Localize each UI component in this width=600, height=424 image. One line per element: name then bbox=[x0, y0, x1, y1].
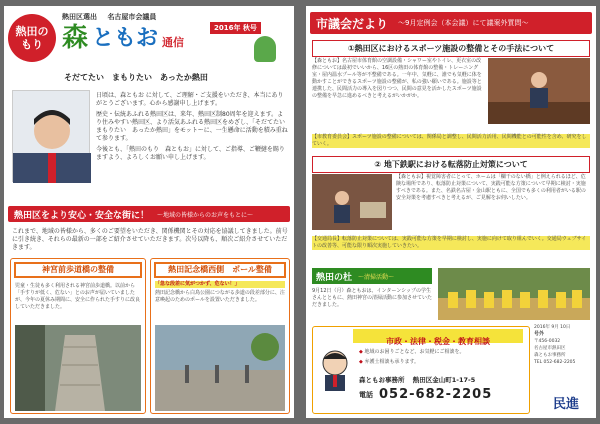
consult-title-bar bbox=[353, 329, 523, 346]
bullet-icon: ◆ bbox=[359, 349, 365, 355]
masthead-tomoo: ともお bbox=[92, 26, 159, 51]
bullet-icon: ◆ bbox=[359, 359, 365, 365]
question-2-answer: 【交通局長】転落防止対策については、実践可能な方策を早期に検討し、実施に向けて取り組んでいく。交通局ウェブサイトの改善等、可能な限り順次実施していきたい。 bbox=[312, 236, 590, 250]
bridge-photo bbox=[155, 325, 285, 411]
council-seats-icon bbox=[312, 174, 392, 230]
mori-title-box bbox=[312, 268, 432, 284]
masthead-tsushin: 通信 bbox=[162, 36, 185, 49]
section-title: 熱田区をより安心・安全な街に！ bbox=[14, 210, 150, 221]
box-atsuta-memorial-bridge bbox=[150, 258, 290, 414]
consult-line-2: ◆ 弁護士相談も承ります。 bbox=[359, 359, 420, 365]
logo-circle bbox=[8, 14, 56, 62]
issue-badge: 2016年 秋号 bbox=[210, 22, 261, 34]
office-address: 熱田区金山町1-17-5 bbox=[412, 376, 476, 384]
greeting-paragraph-3: 今後とも、「熱田のもり 森ともお」に対して、ご指導、ご鞭撻を賜りますよう、よろしくお願い申し上げます。 bbox=[96, 146, 285, 161]
newsletter-page-right bbox=[306, 6, 596, 418]
council-header-subtitle: ～9月定例会（本会議）にて議案外質問～ bbox=[398, 19, 529, 27]
question-1-title: ①熱田区におけるスポーツ施設の整備とその手法について bbox=[312, 40, 590, 57]
greeting-text bbox=[96, 92, 292, 162]
address-line-1: 〒456-0032 bbox=[534, 339, 561, 344]
masthead bbox=[62, 22, 184, 52]
question-2-text: 【森ともお】視覚障害者にとって、ホームは「欄干のない橋」と例えられるほど、危険な場所であり、転落防止対策について、実践可能な方策について早期に検討・実施すべきである。また、名鉄名古屋・金山駅ともに、全国でも多くの利用者がいる駅の安全対策を考慮すべきと考えるが、ご見解をお伺いしたい。 bbox=[396, 174, 586, 201]
office-name: 森ともお事務所 bbox=[359, 376, 405, 384]
mori-text: 9月12日（月）森ともおは、インターンシップの学生さんとともに、熱田神宮の清掃活動に参加させていただきました。 bbox=[312, 288, 433, 308]
assembly-photo-1 bbox=[488, 58, 590, 124]
mascot-icon bbox=[254, 36, 276, 62]
newsletter-page-left bbox=[4, 6, 294, 418]
district-label: 熱田区選出 名古屋市会議員 bbox=[62, 13, 157, 21]
question-2-title: ② 地下鉄駅における転落防止対策について bbox=[312, 156, 590, 173]
mori-subtitle: ～清掃活動～ bbox=[358, 273, 395, 281]
assembly-photo-2 bbox=[312, 174, 392, 230]
section-header-safety bbox=[8, 206, 290, 222]
issue-type: 号外 bbox=[534, 331, 545, 337]
council-header-title: 市議会だより bbox=[316, 16, 389, 31]
mori-title: 熱田の杜 bbox=[316, 272, 353, 283]
section-subtitle: ～地域の皆様からのお声をもとに～ bbox=[157, 211, 254, 219]
box2-subtitle: 「急な段差に気がつかず、危ない！」 bbox=[155, 281, 285, 288]
logo-line2: もり bbox=[21, 38, 43, 51]
consult-title: 市政・法律・税金・教育相談 bbox=[386, 337, 490, 346]
box2-text: 熱田記念橋から白鳥公園につながる歩道の段差部分に、注意喚起のためのポールを設置いただきました。 bbox=[155, 290, 285, 303]
phone-label: 電話 bbox=[359, 390, 373, 399]
consultation-box bbox=[312, 326, 530, 414]
box1-text: 児童・生徒も多く利用される神宮前歩道橋。以前から「手すりが低く、危ない」とのお声が届いていましたが、今年の夏休み期間に、安全に作られた手すりに改良していただきました。 bbox=[15, 283, 141, 310]
party-logo bbox=[542, 392, 590, 412]
stairs-icon bbox=[15, 325, 141, 411]
issue-info bbox=[534, 324, 592, 366]
bollards-icon bbox=[155, 325, 285, 411]
office-line bbox=[359, 375, 475, 384]
cartoon-portrait bbox=[317, 347, 353, 391]
consult-line-1: ◆ 地域のお困りごとなど、お気軽にご相談を。 bbox=[359, 349, 465, 355]
portrait-figure-icon bbox=[13, 91, 91, 183]
question-1-answer: 【市教育委員会】スポーツ施設の整備については、関係局と調整し、民間活力活用、民間機能との可能性を含め、研究をしていく。 bbox=[312, 134, 590, 148]
footbridge-photo bbox=[15, 325, 141, 411]
greeting-paragraph-1: 日頃は、森ともお に対して、ご理解・ご支援をいただき、本当にありがとうございます。心から感謝申し上げます。 bbox=[96, 92, 284, 107]
speaker-icon bbox=[488, 58, 590, 124]
address-line-4: TEL 052-682-2205 bbox=[534, 360, 576, 365]
party-name: 民進 bbox=[552, 396, 579, 412]
volunteers-icon bbox=[438, 268, 590, 320]
greeting-paragraph-2: 歴史・伝統あふれる熱田区は、来年、熱田区制80周年を迎えます。より住みやすい熱田区、より活気あふれる熱田区をめざし、「そだてたい まもりたい あったか熱田」をモットーに、一生懸命に活動を積み重ねて参ります。 bbox=[96, 111, 292, 142]
phone-number: 052-682-2205 bbox=[379, 387, 493, 402]
council-header bbox=[310, 12, 592, 34]
address-line-2: 名古屋市熱田区 bbox=[534, 346, 566, 351]
masthead-mori: 森 bbox=[62, 23, 89, 53]
slogan: そだてたい まもりたい あったか熱田 bbox=[64, 73, 208, 82]
phone-line bbox=[359, 387, 492, 402]
issue-date: 2016年 9月 10日 bbox=[534, 325, 571, 330]
portrait-photo bbox=[12, 90, 90, 182]
safety-intro: これまで、地域の皆様から、多くのご要望をいただき、関係機関とその対応を協議してきました。前号に引き続き、それらの最新の一部をご紹介させていただきます。次号以降も、順次ご紹介させていただきます。 bbox=[12, 228, 288, 251]
cleanup-photo bbox=[438, 268, 590, 320]
box-jingu-footbridge bbox=[10, 258, 146, 414]
address-line-3: 森ともお事務所 bbox=[534, 353, 566, 358]
logo-line1: 熱田の bbox=[15, 25, 49, 38]
box2-title: 熱田記念橋西側 ポール整備 bbox=[154, 262, 286, 278]
question-1-text: 【森ともお】名古屋市体育館の空調設備・シャワー室やトイレ、更衣室の改修については最初でいいから、16区の熱田の体育館の整備・トレーニング室・屋内温水プール等が不整備である。一年中、気軽に、誰でも気軽に体を動かすことができるスポーツ施設の整備が、私の強い願いである。施設等と連携した、民間活力の導入を図りつつ、民間の意見を活かしたスポーツ施設の整備を早急に進めるべきと考えるがいかがか。 bbox=[312, 58, 482, 99]
cartoon-face-icon bbox=[317, 347, 353, 391]
box1-title: 神宮前歩道橋の整備 bbox=[14, 262, 142, 278]
